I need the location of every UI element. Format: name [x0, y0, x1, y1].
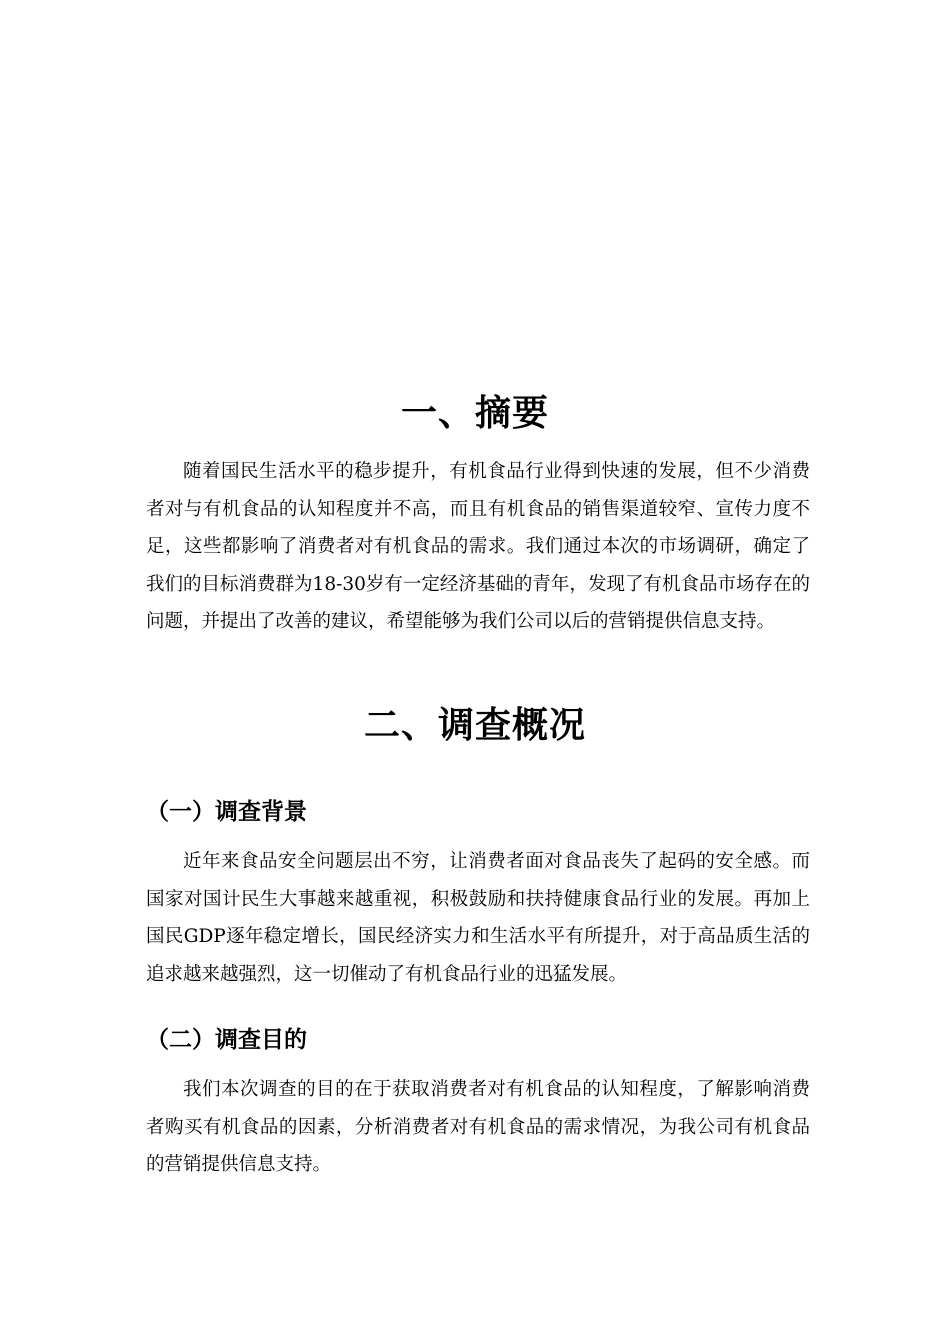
abstract-heading: 一、摘要	[400, 393, 549, 434]
purpose-paragraph: 我们本次调查的目的在于获取消费者对有机食品的认知程度，了解影响消费者购买有机食品的因素，分析消费者对有机食品的需求情况，为我公司有机食品的营销提供信息支持。	[146, 1079, 810, 1175]
purpose-subheading: （二）调查目的	[146, 1027, 307, 1053]
background-paragraph: 近年来食品安全问题层出不穷，让消费者面对食品丧失了起码的安全感。而国家对国计民生大事越来越重视，积极鼓励和扶持健康食品行业的发展。再加上国民GDP逐年稳定增长，国民经济实力和生活水平有所提升，对于高品质生活的追求越来越强烈，这一切催动了有机食品行业的迅猛发展。	[146, 851, 810, 985]
background-subheading: （一）调查背景	[146, 799, 307, 825]
abstract-paragraph: 随着国民生活水平的稳步提升，有机食品行业得到快速的发展，但不少消费者对与有机食品的认知程度并不高，而且有机食品的销售渠道较窄、宣传力度不足，这些都影响了消费者对有机食品的需求。我们通过本次的市场调研，确定了我们的目标消费群为18-30岁有一定经济基础的青年，发现了有机食品市场存在的问题，并提出了改善的建议，希望能够为我们公司以后的营销提供信息支持。	[146, 461, 810, 632]
overview-heading: 二、调查概况	[363, 705, 586, 746]
